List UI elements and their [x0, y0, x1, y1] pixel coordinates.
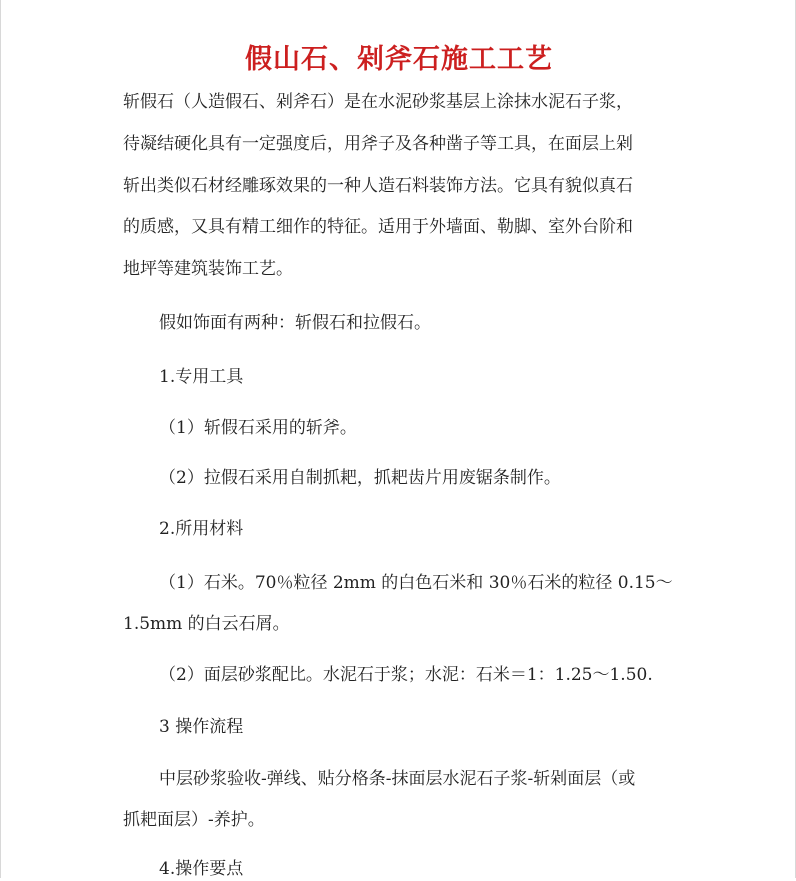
list-item: （2）拉假石采用自制抓耙，抓耙齿片用废锯条制作。	[159, 468, 561, 488]
paragraph-line: 抓耙面层）-养护。	[123, 810, 265, 830]
section-heading: 4.操作要点	[159, 859, 244, 879]
paragraph-line: 斩假石（人造假石、剁斧石）是在水泥砂浆基层上涂抹水泥石子浆，	[123, 92, 633, 112]
paragraph-line: 待凝结硬化具有一定强度后，用斧子及各种凿子等工具，在面层上剁	[123, 134, 633, 154]
section-heading: 1.专用工具	[159, 367, 244, 387]
list-item: （1）石米。70％粒径 2mm 的白色石米和 30％石米的粒径 0.15～	[159, 573, 673, 593]
paragraph-line: 中层砂浆验收-弹线、贴分格条-抹面层水泥石子浆-斩剁面层（或	[159, 769, 636, 789]
paragraph-line: 斩出类似石材经雕琢效果的一种人造石料装饰方法。它具有貌似真石	[123, 176, 633, 196]
paragraph-line: 地坪等建筑装饰工艺。	[123, 259, 293, 279]
list-item: 1.5mm 的白云石屑。	[123, 614, 290, 634]
list-item: （1）斩假石采用的斩斧。	[159, 418, 357, 438]
list-item: （2）面层砂浆配比。水泥石于浆；水泥：石米＝1：1.25～1.50.	[159, 665, 653, 685]
section-heading: 3 操作流程	[159, 717, 244, 737]
document-title: 假山石、剁斧石施工工艺	[245, 44, 553, 75]
paragraph-line: 的质感，又具有精工细作的特征。适用于外墙面、勒脚、室外台阶和	[123, 217, 633, 237]
paragraph-line: 假如饰面有两种：斩假石和拉假石。	[159, 313, 431, 333]
section-heading: 2.所用材料	[159, 519, 244, 539]
